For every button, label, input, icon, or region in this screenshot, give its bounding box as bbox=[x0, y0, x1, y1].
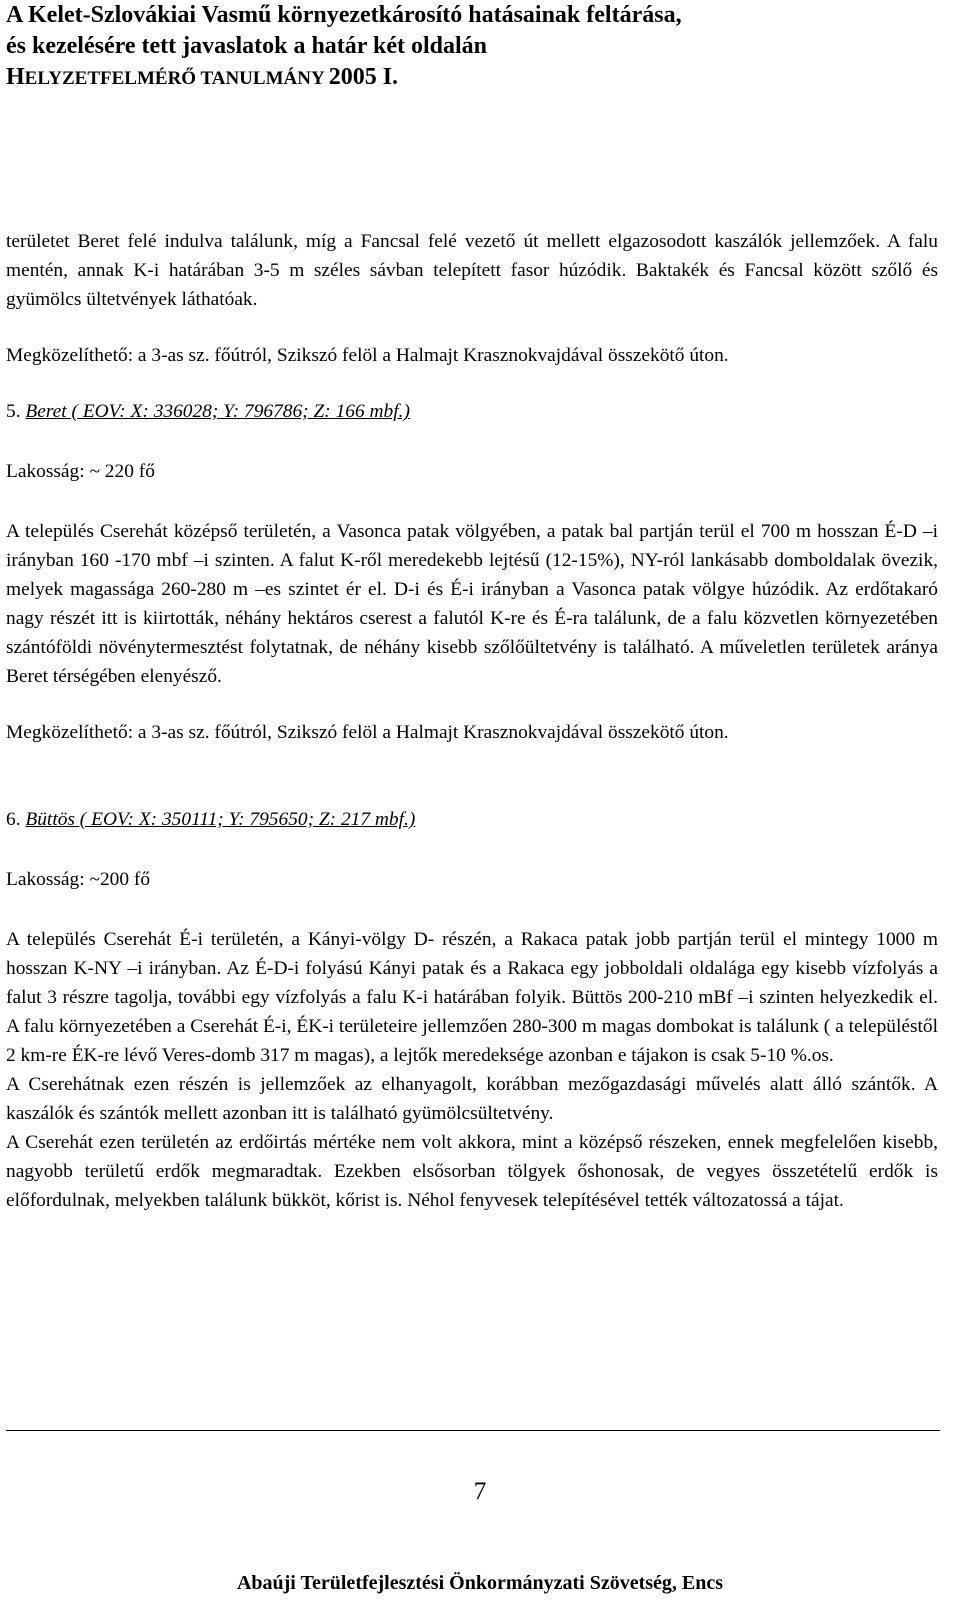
section-6-paragraph-1: A település Cserehát É-i területén, a Kányi-völgy D- részén, a Rakaca patak jobb partján terül el mintegy 1000 m hosszan K-NY –i irányban. Az É-D-i folyású Kányi patak és a Rakaca egy jobboldali oldalága egy kisebb vízfolyás a falut 3 részre tagolja, további egy vízfolyás a falu K-i határában folyik. Büttös 200-210 mBf –i szinten helyezkedik el. A falu környezetében a Cserehát É-i, ÉK-i területeire jellemzően 280-300 m magas dombokat is találunk ( a településtől 2 km-re ÉK-re lévő Veres-domb 317 m magas), a lejtők meredeksége azonban e tájakon is csak 5-10 %.os. bbox=[6, 929, 938, 1066]
section-6-number: 6. bbox=[6, 809, 26, 830]
section-5-population: Lakosság: ~ 220 fő bbox=[6, 461, 155, 482]
document-footer: Abaúji Területfejlesztési Önkormányzati Szövetség, Encs bbox=[236, 1572, 724, 1594]
document-body bbox=[6, 227, 938, 1215]
header-subtitle-initial: H bbox=[6, 64, 25, 90]
section-5-heading bbox=[6, 397, 938, 426]
section-6-heading bbox=[6, 805, 938, 834]
section-5-paragraph: A település Cserehát középső területén, a Vasonca patak völgyében, a patak bal partján terül el 700 m hosszan É-D –i irányban 160 -170 mbf –i szinten. A falut K-ről meredekebb lejtésű (12-15%), NY-ról lankásabb domboldalak övezik, melyek magassága 260-280 m –es szintet ér el. D-i és É-i irányban a Vasonca patak völgye húzódik. Az erdőtakaró nagy részét itt is kiirtották, néhány hektáros cserest a falutól K-re és É-ra találunk, de a falu közvetlen környezetében szántóföldi növénytermesztést folytatnak, de néhány kisebb szőlőültetvény is található. A műveletlen területek aránya Beret térségében elenyésző. bbox=[6, 521, 938, 687]
page-number: 7 bbox=[473, 1478, 487, 1505]
section-5-title: Beret ( EOV: X: 336028; Y: 796786; Z: 166 mbf.) bbox=[25, 401, 410, 422]
header-subtitle-rest: ELYZETFELMÉRŐ TANULMÁNY bbox=[24, 68, 329, 89]
header-subtitle bbox=[6, 62, 946, 94]
section-6-paragraph-3: A Cserehát ezen területén az erdőirtás mértéke nem volt akkora, mint a középső részeken, ennek megfelelően kisebb, nagyobb területű erdők megmaradtak. Ezekben elsősorban tölgyek őshonosak, de vegyes összetételű erdők is előfordulnak, melyekben találunk bükköt, kőrist is. Néhol fenyvesek telepítésével tették változatossá a tájat. bbox=[6, 1132, 938, 1211]
section-6-title: Büttös ( EOV: X: 350111; Y: 795650; Z: 217 mbf.) bbox=[25, 809, 416, 830]
intro-access-line: Megközelíthető: a 3-as sz. főútról, Szikszó felöl a Halmajt Krasznokvajdával összekötő úton. bbox=[6, 345, 729, 366]
footer-divider bbox=[6, 1430, 940, 1431]
header-title-line1: A Kelet-Szlovákiai Vasmű környezetkárosító hatásainak feltárása, bbox=[6, 2, 682, 28]
header-title-line2: és kezelésére tett javaslatok a határ két oldalán bbox=[6, 33, 488, 59]
intro-paragraph: területet Beret felé indulva találunk, míg a Fancsal felé vezető út mellett elgazosodott kaszálók jellemzőek. A falu mentén, annak K-i határában 3-5 m széles sávban telepített fasor húzódik. Baktakék és Fancsal között szőlő és gyümölcs ültetvények láthatóak. bbox=[6, 231, 938, 310]
section-5-access-line: Megközelíthető: a 3-as sz. főútról, Szikszó felöl a Halmajt Krasznokvajdával összekötő úton. bbox=[6, 722, 729, 743]
header-subtitle-year: 2005 I. bbox=[328, 64, 399, 90]
section-6-paragraph-2: A Cserehátnak ezen részén is jellemzőek az elhanyagolt, korábban mezőgazdasági művelés alatt álló szántők. A kaszálók és szántók mellett azonban itt is található gyümölcsültetvény. bbox=[6, 1074, 938, 1124]
section-6-population: Lakosság: ~200 fő bbox=[6, 869, 151, 890]
section-5-number: 5. bbox=[6, 401, 26, 422]
document-header bbox=[6, 0, 946, 94]
